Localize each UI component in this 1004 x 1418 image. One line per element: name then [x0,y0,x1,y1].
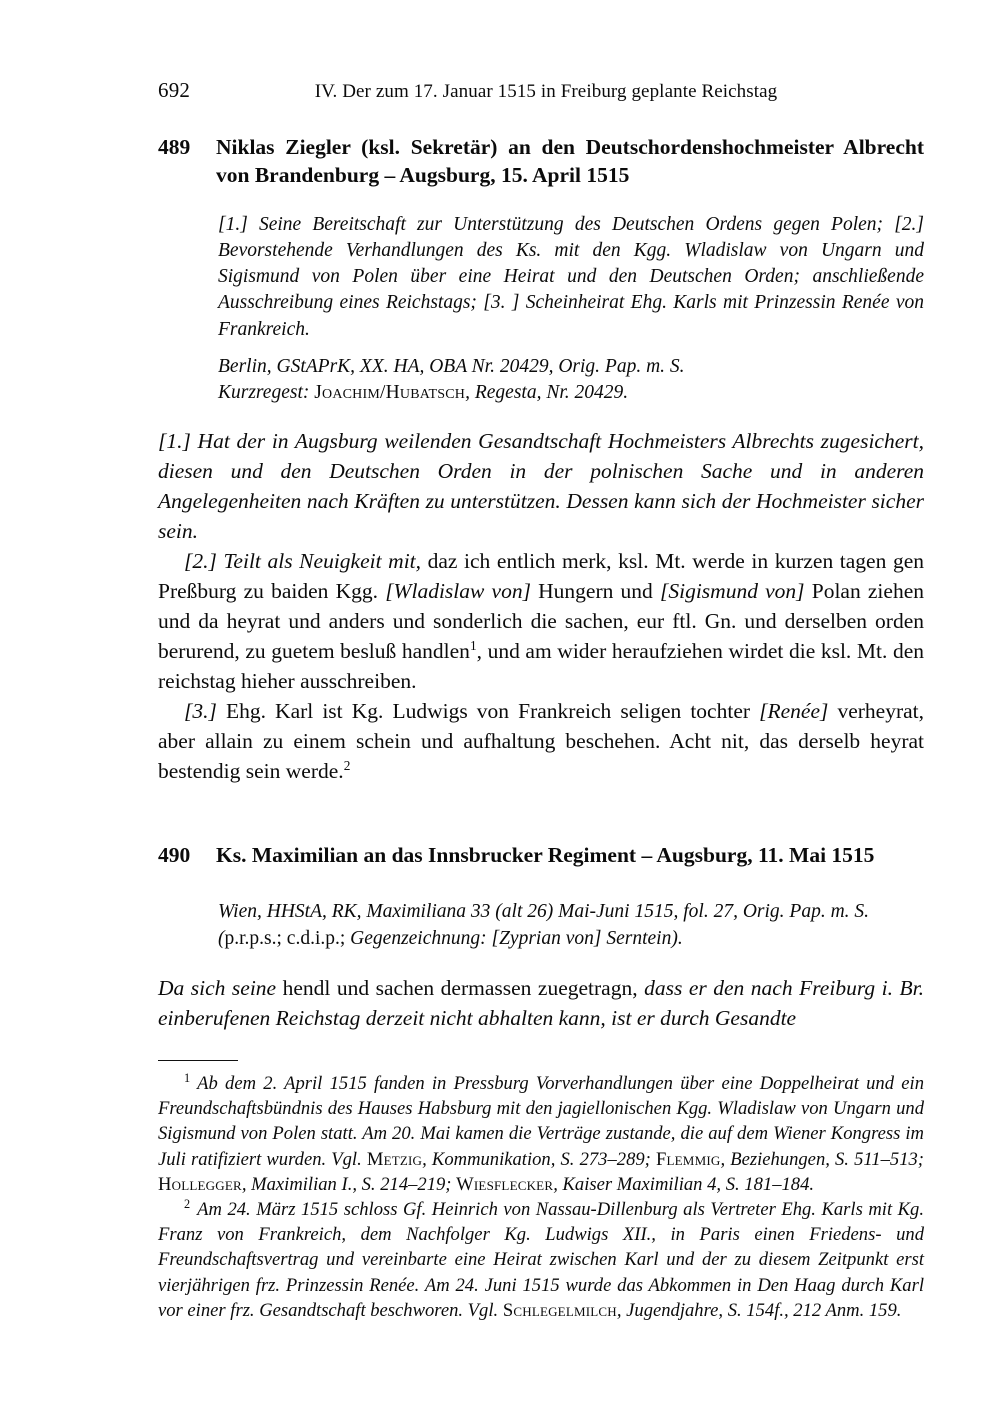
regest-489: [1.] Seine Bereitschaft zur Unterstützung des Deutschen Ordens gegen Polen; [2.] Bevorstehende Verhandlungen des Ks. mit den Kgg. Wladislaw von Ungarn und Sigismund von Polen über eine Heirat und den Deutschen Orden; anschließende Ausschreibung eines Reichstags; [3. ] Scheinheirat Ehg. Karls mit Prinzessin Renée von Frankreich. [218,213,924,340]
footnote-item [158,1071,924,1197]
text-run-italic: [Sigismund von] [659,578,805,603]
footnote-reference[interactable]: 2 [343,757,351,773]
text-run-italic: Am 24. März 1515 schloss Gf. Heinrich von Nassau-Dillenburg als Vertreter Ehg. Karls mit Kg. Franz von Frankreich, dem Nachfolger Kg. Ludwigs XII., in Paris einen Friedens- und Freundschaftsvertrag und vereinbarte eine Heirat zwischen Karl und der zu diesem Zeitpunkt erst vierjährigen frz. Prinzessin Renée. Am 24. Juni 1515 wurde das Abkommen in Den Haag durch Karl vor einer frz. Gesandtschaft beschworen. Vgl. [158,1199,924,1321]
apparatus-block-489 [218,212,924,407]
text-run-italic: [2.] Teilt als Neuigkeit mit, [184,548,422,573]
text-run-smallcaps: Wiesflecker [456,1173,554,1195]
text-run-roman: Hungern und [530,578,660,603]
document-title-489: Niklas Ziegler (ksl. Sekretär) an den Deutschordenshochmeister Albrecht von Brandenburg – Augsburg, 15. April 1515 [216,135,924,188]
running-head-title: IV. Der zum 17. Januar 1515 in Freiburg geplante Reichstag [314,81,778,102]
source-block-489 [218,354,924,407]
text-run-roman: verheyrat, aber allain zu einem schein und aufhaltung beschehen. Acht nit, das derselb heyrat bestendig sein werde. [158,698,924,783]
text-run-italic: , Beziehungen, S. 511–513; [720,1148,924,1170]
kurzregest-label: Kurzregest: [218,382,310,404]
text-run-italic: , Maximilian I., S. 214–219; [241,1173,457,1195]
text-run-smallcaps: Hollegger [158,1173,242,1195]
text-run-smallcaps: Metzig [366,1148,423,1170]
document-title-490: Ks. Maximilian an das Innsbrucker Regiment – Augsburg, 11. Mai 1515 [216,842,875,867]
text-run-roman: p.r.p.s.; c.d.i.p.; [224,927,346,949]
archive-reference-490 [218,899,924,952]
kurzregest-author: Joachim/Hubatsch [314,382,466,404]
document-heading-489 [158,133,924,190]
apparatus-block-490 [218,899,924,952]
document-number-490: 490 [158,842,191,867]
text-run-italic: Ab dem 2. April 1515 fanden in Pressburg Vorverhandlungen über eine Doppelheirat und ein Freundschaftsbündnis des Hauses Habsburg mit den jagiellonischen Kgg. Wladislaw von Ungarn und Sigismund von Polen statt. Am 20. Mai kamen die Verträge zustande, die auf dem Wiener Kongress im Juli ratifiziert wurden. Vgl. [158,1073,924,1170]
text-run-italic: [Renée] [759,698,829,723]
text-paragraph [158,697,924,787]
kurzregest-line-489 [218,380,924,407]
text-run-smallcaps: Flemmig [655,1148,721,1170]
text-paragraph [158,547,924,697]
running-head [158,0,924,103]
text-run-roman: hendl und sachen dermassen zuegetragn, [276,976,645,1001]
text-paragraph [158,427,924,547]
footnote-reference[interactable]: 1 [469,637,477,653]
text-run-italic: , Kommunikation, S. 273–289; [422,1148,656,1170]
text-run-roman: Polan ziehen und da heyrat und anders und sonderlich die sachen, eur ftl. Gn. und derselben orden berurend, zu guetem besluß handlen [158,578,924,663]
kurzregest-rest: , Regesta, Nr. 20429. [465,382,629,404]
text-run-italic: , Jugendjahre, S. 154f., 212 Anm. 159. [616,1299,902,1321]
text-run-italic: [Wladislaw von] [385,578,531,603]
text-run-italic: dass er den nach Freiburg i. Br. einberufenen Reichstag derzeit nicht abhalten kann, ist er durch Gesandte [158,976,924,1031]
text-run-italic: Gegenzeichnung: [Zyprian von] Serntein). [345,927,683,949]
text-run-roman: Ehg. Karl ist Kg. Ludwigs von Frankreich seligen tochter [216,698,760,723]
text-run-italic: Wien, HHStA, RK, Maximiliana 33 (alt 26) Mai-Juni 1515, fol. 27, Orig. Pap. m. S. ( [218,901,870,949]
archive-reference-489: Berlin, GStAPrK, XX. HA, OBA Nr. 20429, Orig. Pap. m. S. [218,355,685,377]
footnote-number: 1 [184,1070,191,1085]
footnote-list [158,1071,924,1323]
document-number-489: 489 [158,135,191,159]
text-run-roman: , und am wider heraufziehen wirdet die ksl. Mt. den reichstag hieher ausschreiben. [158,638,925,693]
edited-text-489 [158,427,924,787]
footnote-area [158,1060,924,1323]
text-run-italic: Da sich seine [158,976,277,1001]
footnote-number: 2 [184,1196,191,1211]
page-content [158,0,924,1323]
text-run-roman: daz ich entlich merk, ksl. Mt. werde in kurzen tagen gen Preßburg zu baiden Kgg. [158,548,924,603]
text-run-italic: [3.] [184,698,217,723]
text-run-smallcaps: Schlegelmilch [502,1299,617,1321]
edited-text-490 [158,974,924,1034]
document-heading-490 [158,841,924,869]
text-run-italic: , Kaiser Maximilian 4, S. 181–184. [553,1173,815,1195]
text-paragraph [158,974,924,1034]
text-run-italic: [1.] Hat der in Augsburg weilenden Gesandtschaft Hochmeisters Albrechts zugesichert, diesen und den Deutschen Orden in der polnischen Sache und in anderen Angelegenheiten nach Kräften zu unterstützen. Dessen kann sich der Hochmeister sicher sein. [158,428,924,543]
page-folio-number: 692 [158,78,191,102]
footnote-item [158,1197,924,1323]
footnote-separator-rule [158,1060,238,1061]
